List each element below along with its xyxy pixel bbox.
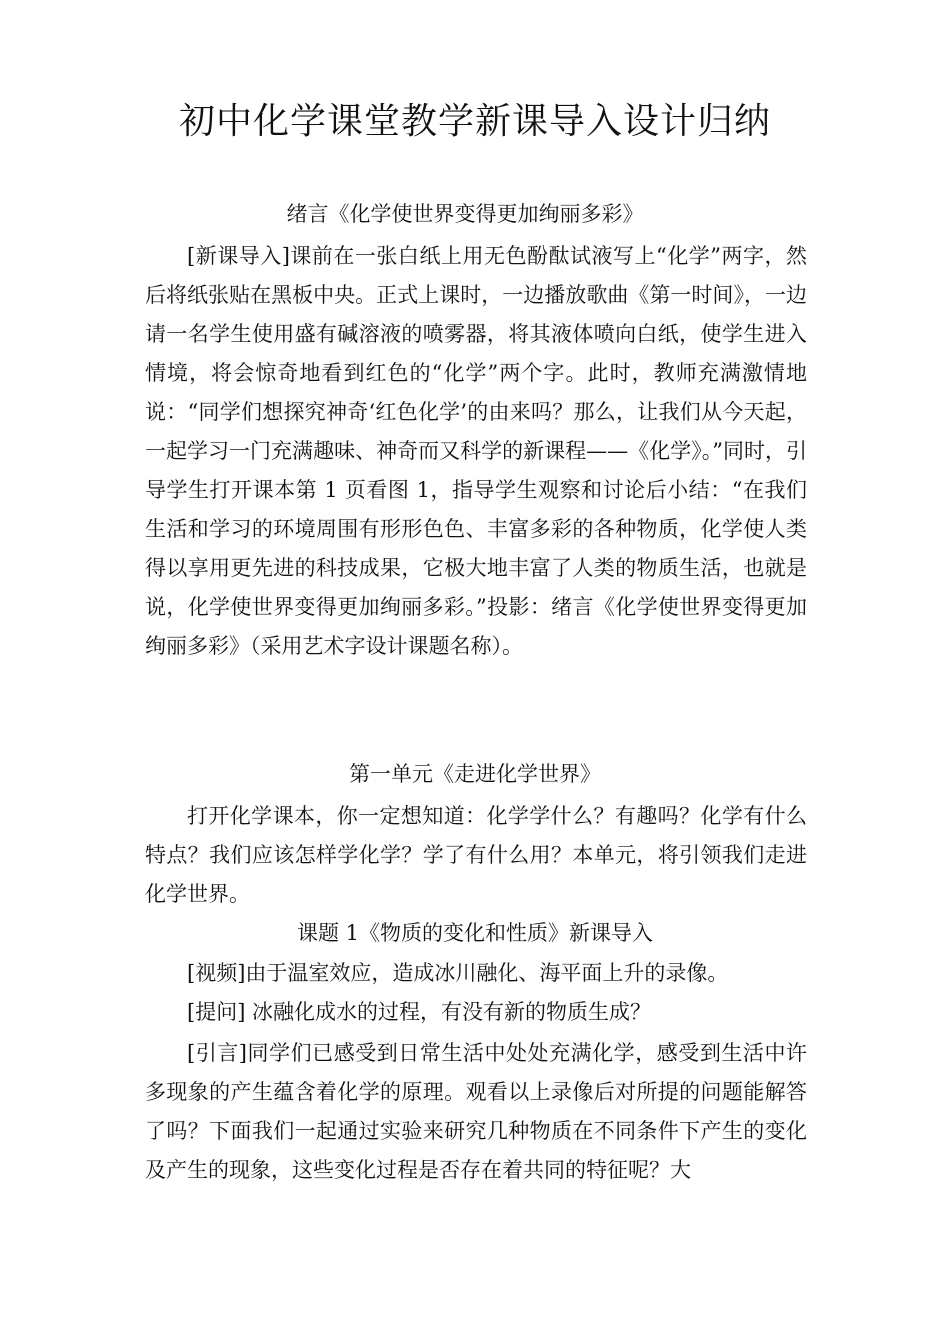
unit-one-paragraph: 打开化学课本，你一定想知道：化学学什么？有趣吗？化学有什么特点？我们应该怎样学化学？学了有什么用？本单元，将引领我们走进化学世界。	[145, 804, 807, 906]
document-title: 初中化学课堂教学新课导入设计归纳	[178, 101, 771, 142]
intro-heading: 绪言《化学使世界变得更加绚丽多彩》	[286, 202, 644, 226]
lesson-one-lead: [引言]同学们已感受到日常生活中处处充满化学，感受到生活中许多现象的产生蕴含着化学的原理。观看以上录像后对所提的问题能解答了吗？下面我们一起通过实验来研究几种物质在不同条件下产生的变化及产生的现象，这些变化过程是否存在着共同的特征呢？大	[145, 1041, 807, 1182]
lesson-one-video: [视频]由于温室效应，造成冰川融化、海平面上升的录像。	[187, 961, 729, 985]
lesson-one-heading: 课题 1《物质的变化和性质》新课导入	[296, 921, 654, 945]
lesson-one-question: [提问] 冰融化成水的过程，有没有新的物质生成？	[187, 1000, 652, 1024]
unit-one-heading: 第一单元《走进化学世界》	[349, 762, 601, 786]
intro-paragraph: [新课导入]课前在一张白纸上用无色酚酞试液写上“化学”两字，然后将纸张贴在黑板中央。正式上课时，一边播放歌曲《第一时间》，一边请一名学生使用盛有碱溶液的喷雾器，将其液体喷向白纸，使学生进入情境，将会惊奇地看到红色的“化学”两个字。此时，教师充满激情地说：“同学们想探究神奇‘红色化学’的由来吗？那么，让我们从今天起，一起学习一门充满趣味、神奇而又科学的新课程——《化学》。”同时，引导学生打开课本第 1 页看图 1，指导学生观察和讨论后小结：“在我们生活和学习的环境周围有形形色色、丰富多彩的各种物质，化学使人类得以享用更先进的科技成果，它极大地丰富了人类的物质生活，也就是说，化学使世界变得更加绚丽多彩。”投影：绪言《化学使世界变得更加绚丽多彩》（采用艺术字设计课题名称）。	[145, 244, 807, 658]
